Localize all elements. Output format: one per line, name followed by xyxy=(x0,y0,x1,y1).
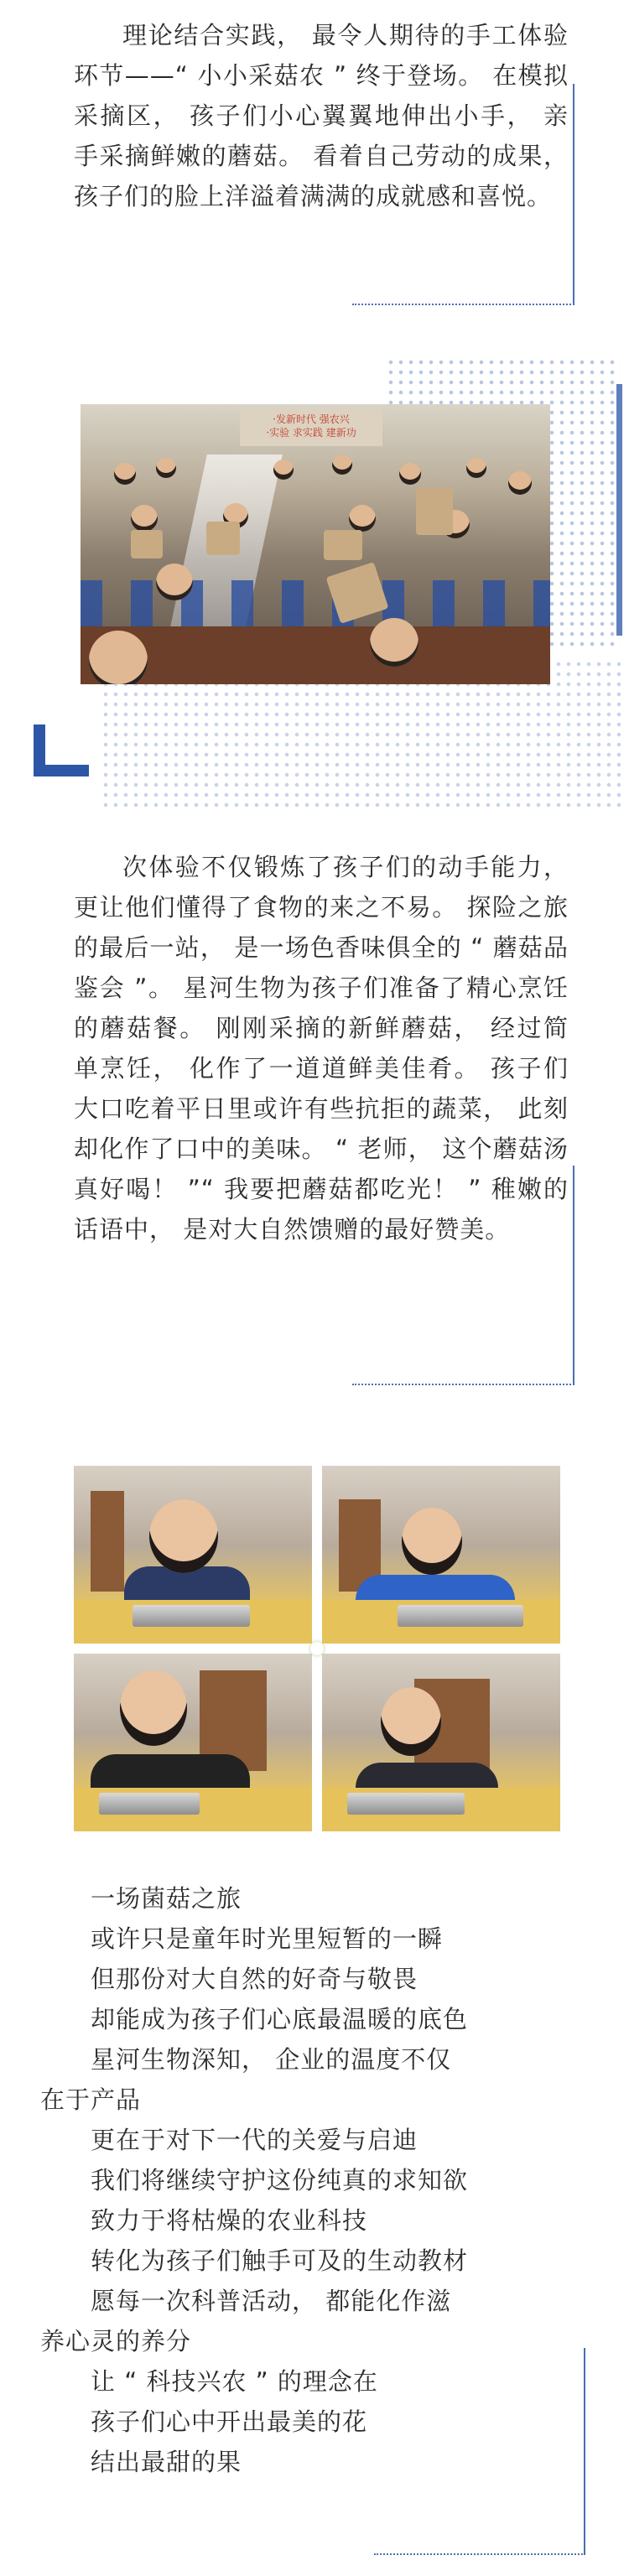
food-tray xyxy=(133,1605,250,1627)
text-corner-bracket xyxy=(352,84,574,305)
child-head xyxy=(381,1687,441,1756)
poem-line: 更在于对下一代的关爱与启迪 xyxy=(91,2126,418,2154)
food-tray xyxy=(398,1605,523,1627)
child-figure xyxy=(273,460,294,480)
vertical-bar-decoration xyxy=(616,384,622,636)
grid-center-dot xyxy=(310,1642,324,1655)
child-figure xyxy=(114,463,136,485)
banner-line-2: ·实验 求实践 建新功 xyxy=(266,427,356,439)
child-head xyxy=(149,1499,218,1573)
classroom-desk xyxy=(81,626,550,684)
l-corner-icon xyxy=(34,724,89,776)
poem-line: 但那份对大自然的好奇与敬畏 xyxy=(91,1965,418,1993)
child-figure xyxy=(156,564,193,600)
child-figure xyxy=(131,505,158,532)
harvest-photo xyxy=(81,404,550,684)
child-figure xyxy=(370,618,418,667)
mushroom-bag xyxy=(416,488,453,535)
classroom-chairs xyxy=(81,580,550,631)
mushroom-bag xyxy=(324,530,362,560)
poem-line: 一场菌菇之旅 xyxy=(91,1884,242,1913)
poem-line: 转化为孩子们触手可及的生动教材 xyxy=(91,2246,469,2275)
meal-photo-3 xyxy=(74,1654,312,1831)
food-tray xyxy=(99,1793,200,1815)
child-figure xyxy=(156,458,176,478)
food-tray xyxy=(347,1793,465,1815)
tasting-paragraph: 次体验不仅锻炼了孩子们的动手能力， 更让他们懂得了食物的来之不易。 探险之旅的最后一站， 是一场色香味俱全的 “ 蘑菇品鉴会 ”。 星河生物为孩子们准备了精心烹饪的蘑菇餐。 刚刚采摘的新鲜蘑菇， 经过简单烹饪， 化作了一道道鲜美佳肴。 孩子们大口吃着平日里或许有些抗拒的蔬菜， 此刻却化作了口中的美味。 “ 老师， 这个蘑菇汤真好喝！ ”“ 我要把蘑菇都吃光！ ” 稚嫩的话语中， 是对大自然馈赠的最好赞美。 xyxy=(74,853,569,1244)
poem-line: 孩子们心中开出最美的花 xyxy=(91,2407,368,2436)
poem-line: 养心灵的养分 xyxy=(40,2327,192,2355)
meal-photo-2 xyxy=(322,1466,560,1644)
child-figure xyxy=(399,463,421,485)
child-figure xyxy=(332,454,352,475)
poem-line: 我们将继续守护这份纯真的求知欲 xyxy=(91,2166,469,2194)
poem-line: 愿每一次科普活动， 都能化作滋 xyxy=(91,2287,452,2315)
poem-line: 星河生物深知， 企业的温度不仅 xyxy=(91,2045,452,2074)
child-figure xyxy=(349,505,376,532)
child-figure xyxy=(89,631,148,684)
poem-line: 或许只是童年时光里短暂的一瞬 xyxy=(91,1924,444,1953)
poem-line: 在于产品 xyxy=(40,2085,142,2114)
banner-line-1: ·发新时代 强农兴 xyxy=(273,413,350,425)
text-corner-bracket xyxy=(352,1166,574,1385)
child-head xyxy=(120,1670,187,1746)
poem-line: 结出最甜的果 xyxy=(91,2448,242,2476)
photo-frame-harvest xyxy=(34,357,621,810)
poem-line: 让 “ 科技兴农 ” 的理念在 xyxy=(91,2367,378,2396)
mushroom-bag xyxy=(206,522,240,555)
poem-line: 致力于将枯燥的农业科技 xyxy=(91,2206,368,2235)
classroom-banner xyxy=(240,409,382,446)
text-corner-bracket xyxy=(374,2348,585,2555)
meal-photo-1 xyxy=(74,1466,312,1644)
intro-paragraph: 理论结合实践， 最令人期待的手工体验环节——“ 小小采菇农 ” 终于登场。 在模拟采摘区， 孩子们小心翼翼地伸出小手， 亲手采摘鲜嫩的蘑菇。 看着自己劳动的成果， 孩子们的脸上洋溢着满满的成就感和喜悦。 xyxy=(74,21,569,210)
poem-line: 却能成为孩子们心底最温暖的底色 xyxy=(91,2005,469,2033)
chair xyxy=(91,1491,124,1592)
child-head xyxy=(402,1508,462,1575)
banner-text xyxy=(240,413,382,439)
child-figure xyxy=(508,471,532,495)
mushroom-bag xyxy=(131,530,163,558)
child-figure xyxy=(466,458,486,478)
meal-photo-4 xyxy=(322,1654,560,1831)
meal-photo-grid xyxy=(74,1466,560,1835)
